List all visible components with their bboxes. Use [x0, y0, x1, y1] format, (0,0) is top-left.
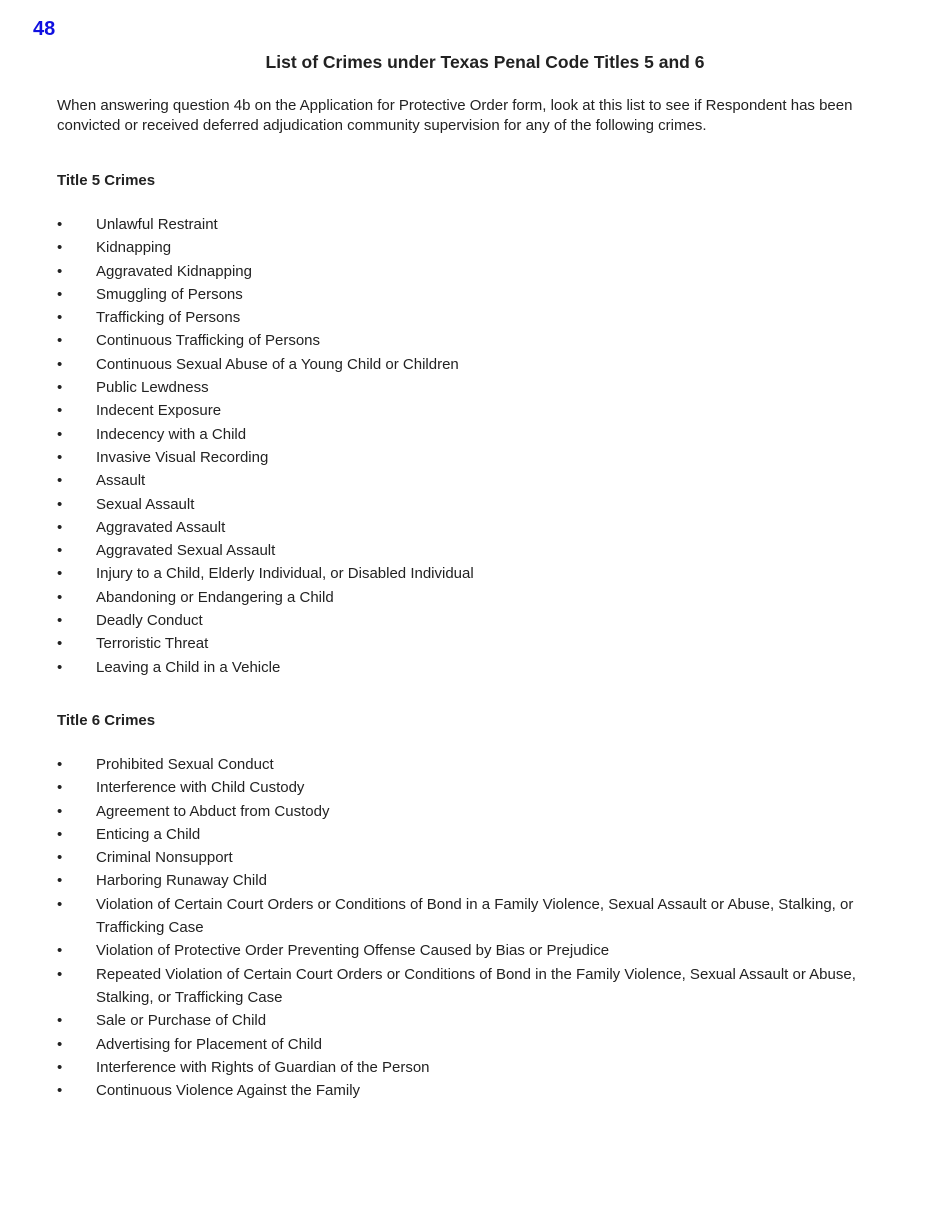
intro-paragraph: When answering question 4b on the Application for Protective Order form, look at this list to see if Respondent has been convicted or received deferred adjudication community supervision for any of the following crimes.: [57, 97, 853, 134]
crime-label: Injury to a Child, Elderly Individual, or Disabled Individual: [96, 565, 474, 583]
list-item: [57, 399, 902, 422]
list-item: [57, 283, 902, 306]
crime-label: Advertising for Placement of Child: [96, 1035, 322, 1053]
list-item: [57, 213, 902, 236]
crime-label: Continuous Sexual Abuse of a Young Child or Children: [96, 355, 459, 373]
crime-label: Deadly Conduct: [96, 612, 203, 630]
crime-label: Aggravated Assault: [96, 518, 226, 536]
bullet-icon: •: [57, 262, 63, 280]
bullet-icon: •: [57, 355, 63, 373]
bullet-icon: •: [57, 779, 63, 797]
bullet-icon: •: [57, 588, 63, 606]
list-item: [57, 656, 902, 679]
crime-label: Interference with Child Custody: [96, 779, 305, 797]
bullet-icon: •: [57, 239, 63, 257]
bullet-icon: •: [57, 542, 63, 560]
crime-label: Abandoning or Endangering a Child: [96, 588, 334, 606]
title-5-section: [57, 171, 902, 679]
section-heading: Title 6 Crimes: [57, 712, 156, 729]
list-item: [57, 1033, 902, 1056]
crime-list: [57, 213, 902, 679]
bullet-icon: •: [57, 612, 63, 630]
list-item: [57, 562, 902, 585]
crime-label: Continuous Violence Against the Family: [96, 1082, 361, 1100]
bullet-icon: •: [57, 872, 63, 890]
list-item: [57, 539, 902, 562]
page-number: 48: [33, 18, 56, 40]
list-item: [57, 329, 902, 352]
crime-label: Unlawful Restraint: [96, 216, 218, 233]
list-item: [57, 753, 902, 776]
bullet-icon: •: [57, 1082, 63, 1100]
crime-label: Kidnapping: [96, 239, 172, 257]
bullet-icon: •: [57, 756, 63, 773]
bullet-icon: •: [57, 1058, 63, 1076]
list-item: [57, 236, 902, 259]
bullet-icon: •: [57, 802, 63, 820]
crime-list: [57, 753, 902, 1102]
bullet-icon: •: [57, 965, 63, 983]
crime-label: Public Lewdness: [96, 379, 209, 397]
crime-label: Indecent Exposure: [96, 402, 222, 420]
crime-label: Sale or Purchase of Child: [96, 1012, 267, 1030]
list-item: [57, 869, 902, 892]
crime-label: Assault: [96, 472, 146, 490]
list-item: [57, 823, 902, 846]
bullet-icon: •: [57, 379, 63, 397]
bullet-icon: •: [57, 448, 63, 466]
bullet-icon: •: [57, 285, 63, 303]
crime-label: Leaving a Child in a Vehicle: [96, 658, 281, 676]
list-item: [57, 800, 902, 823]
crime-label: Prohibited Sexual Conduct: [96, 756, 274, 773]
crime-label: Violation of Certain Court Orders or Conditions of Bond in a Family Violence, Sexual Assault or Abuse, Stalking, or Trafficking Case: [96, 895, 854, 937]
list-item: [57, 586, 902, 609]
bullet-icon: •: [57, 402, 63, 420]
list-item: [57, 939, 902, 962]
crime-label: Violation of Protective Order Preventing Offense Caused by Bias or Prejudice: [96, 942, 610, 960]
crime-label: Aggravated Kidnapping: [96, 262, 252, 280]
crime-label: Aggravated Sexual Assault: [96, 542, 276, 560]
list-item: [57, 776, 902, 799]
crime-label: Enticing a Child: [96, 825, 201, 843]
section-heading: Title 5 Crimes: [57, 172, 156, 189]
crime-label: Repeated Violation of Certain Court Orders or Conditions of Bond in the Family Violence, Sexual Assault or Abuse, Stalking, or Trafficking Case: [96, 965, 856, 1006]
list-item: [57, 963, 902, 1010]
list-item: [57, 1079, 902, 1102]
list-item: [57, 446, 902, 469]
crime-label: Invasive Visual Recording: [96, 448, 269, 466]
list-item: [57, 493, 902, 516]
list-item: [57, 423, 902, 446]
list-item: [57, 516, 902, 539]
list-item: [57, 353, 902, 376]
crime-label: Sexual Assault: [96, 495, 195, 513]
list-item: [57, 376, 902, 399]
bullet-icon: •: [57, 216, 63, 233]
crime-label: Terroristic Threat: [96, 635, 209, 653]
bullet-icon: •: [57, 495, 63, 513]
bullet-icon: •: [57, 635, 63, 653]
bullet-icon: •: [57, 472, 63, 490]
list-item: [57, 632, 902, 655]
crime-label: Interference with Rights of Guardian of the Person: [96, 1058, 430, 1076]
bullet-icon: •: [57, 1035, 63, 1053]
bullet-icon: •: [57, 565, 63, 583]
list-item: [57, 306, 902, 329]
crime-label: Smuggling of Persons: [96, 285, 243, 303]
title-6-section: [57, 711, 902, 1102]
list-item: [57, 846, 902, 869]
list-item: [57, 893, 902, 940]
bullet-icon: •: [57, 825, 63, 843]
crime-label: Harboring Runaway Child: [96, 872, 267, 890]
list-item: [57, 260, 902, 283]
list-item: [57, 1009, 902, 1032]
list-item: [57, 609, 902, 632]
bullet-icon: •: [57, 658, 63, 676]
list-item: [57, 469, 902, 492]
crime-label: Agreement to Abduct from Custody: [96, 802, 330, 820]
crime-label: Trafficking of Persons: [96, 309, 241, 327]
bullet-icon: •: [57, 1012, 63, 1030]
bullet-icon: •: [57, 895, 63, 913]
crime-label: Continuous Trafficking of Persons: [96, 332, 321, 350]
bullet-icon: •: [57, 849, 63, 867]
crime-label: Criminal Nonsupport: [96, 849, 233, 867]
bullet-icon: •: [57, 309, 63, 327]
crime-label: Indecency with a Child: [96, 425, 247, 443]
bullet-icon: •: [57, 518, 63, 536]
page-title: List of Crimes under Texas Penal Code Titles 5 and 6: [265, 52, 705, 72]
bullet-icon: •: [57, 425, 63, 443]
bullet-icon: •: [57, 942, 63, 960]
bullet-icon: •: [57, 332, 63, 350]
list-item: [57, 1056, 902, 1079]
